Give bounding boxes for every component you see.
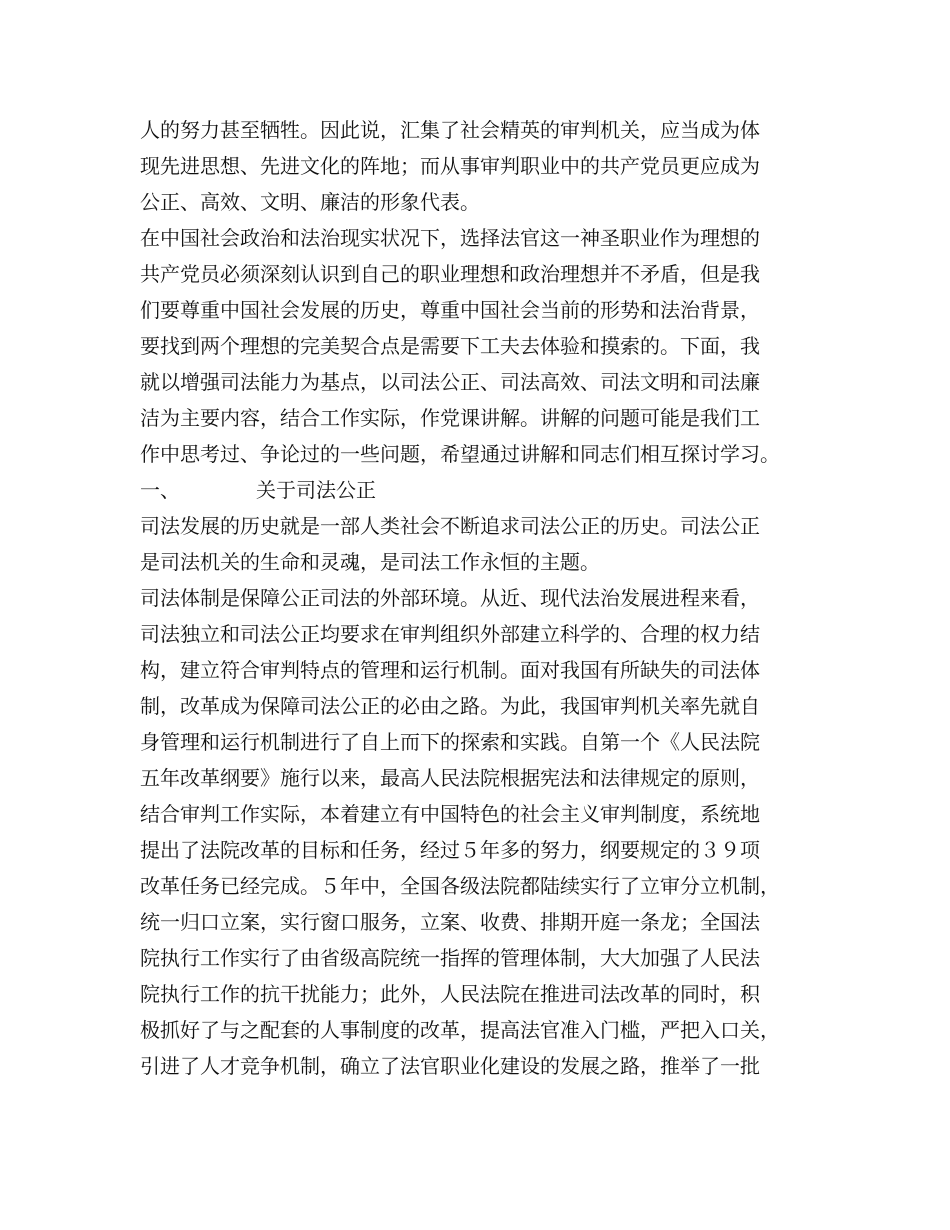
text-line: 改革任务已经完成。５年中，全国各级法院都陆续实行了立审分立机制， (140, 874, 780, 898)
paragraph-3 (140, 508, 830, 580)
text-line: 院执行工作的抗干扰能力；此外，人民法院在推进司法改革的同时，积 (140, 982, 760, 1006)
text-line: 提出了法院改革的目标和任务，经过５年多的努力，纲要规定的３９项 (140, 838, 760, 862)
section-title: 关于司法公正 (256, 478, 376, 502)
section-number: 一、 (140, 478, 180, 502)
text-line: 极抓好了与之配套的人事制度的改革，提高法官准入门槛，严把入口关， (140, 1018, 780, 1042)
text-line: 就以增强司法能力为基点，以司法公正、司法高效、司法文明和司法廉 (140, 370, 760, 394)
text-line: 引进了人才竞争机制，确立了法官职业化建设的发展之路，推举了一批 (140, 1054, 760, 1078)
text-line: 院执行工作实行了由省级高院统一指挥的管理体制，大大加强了人民法 (140, 946, 760, 970)
text-line: 司法发展的历史就是一部人类社会不断追求司法公正的历史。司法公正 (140, 514, 760, 538)
document-body (140, 112, 830, 1084)
text-line: 身管理和运行机制进行了自上而下的探索和实践。自第一个《人民法院 (140, 730, 760, 754)
text-line: 人的努力甚至牺牲。因此说，汇集了社会精英的审判机关，应当成为体 (140, 118, 760, 142)
text-line: 五年改革纲要》施行以来，最高人民法院根据宪法和法律规定的原则， (140, 766, 760, 790)
text-line: 结合审判工作实际，本着建立有中国特色的社会主义审判制度，系统地 (140, 802, 760, 826)
text-line: 司法体制是保障公正司法的外部环境。从近、现代法治发展进程来看， (140, 586, 760, 610)
text-line: 共产党员必须深刻认识到自己的职业理想和政治理想并不矛盾，但是我 (140, 262, 760, 286)
text-line: 是司法机关的生命和灵魂，是司法工作永恒的主题。 (140, 550, 600, 574)
text-line: 要找到两个理想的完美契合点是需要下工夫去体验和摸索的。下面，我 (140, 334, 760, 358)
text-line: 公正、高效、文明、廉洁的形象代表。 (140, 190, 480, 214)
paragraph-2 (140, 220, 830, 472)
text-line: 现先进思想、先进文化的阵地；而从事审判职业中的共产党员更应成为 (140, 154, 760, 178)
text-line: 制，改革成为保障司法公正的必由之路。为此，我国审判机关率先就自 (140, 694, 760, 718)
text-line: 司法独立和司法公正均要求在审判组织外部建立科学的、合理的权力结 (140, 622, 760, 646)
text-line: 作中思考过、争论过的一些问题，希望通过讲解和同志们相互探讨学习。 (140, 442, 780, 466)
text-line: 在中国社会政治和法治现实状况下，选择法官这一神圣职业作为理想的 (140, 226, 760, 250)
paragraph-1 (140, 112, 830, 220)
text-line: 统一归口立案，实行窗口服务，立案、收费、排期开庭一条龙；全国法 (140, 910, 760, 934)
text-line: 们要尊重中国社会发展的历史，尊重中国社会当前的形势和法治背景， (140, 298, 760, 322)
section-heading (140, 472, 830, 508)
paragraph-4 (140, 580, 830, 1084)
text-line: 构，建立符合审判特点的管理和运行机制。面对我国有所缺失的司法体 (140, 658, 760, 682)
text-line: 洁为主要内容，结合工作实际，作党课讲解。讲解的问题可能是我们工 (140, 406, 760, 430)
